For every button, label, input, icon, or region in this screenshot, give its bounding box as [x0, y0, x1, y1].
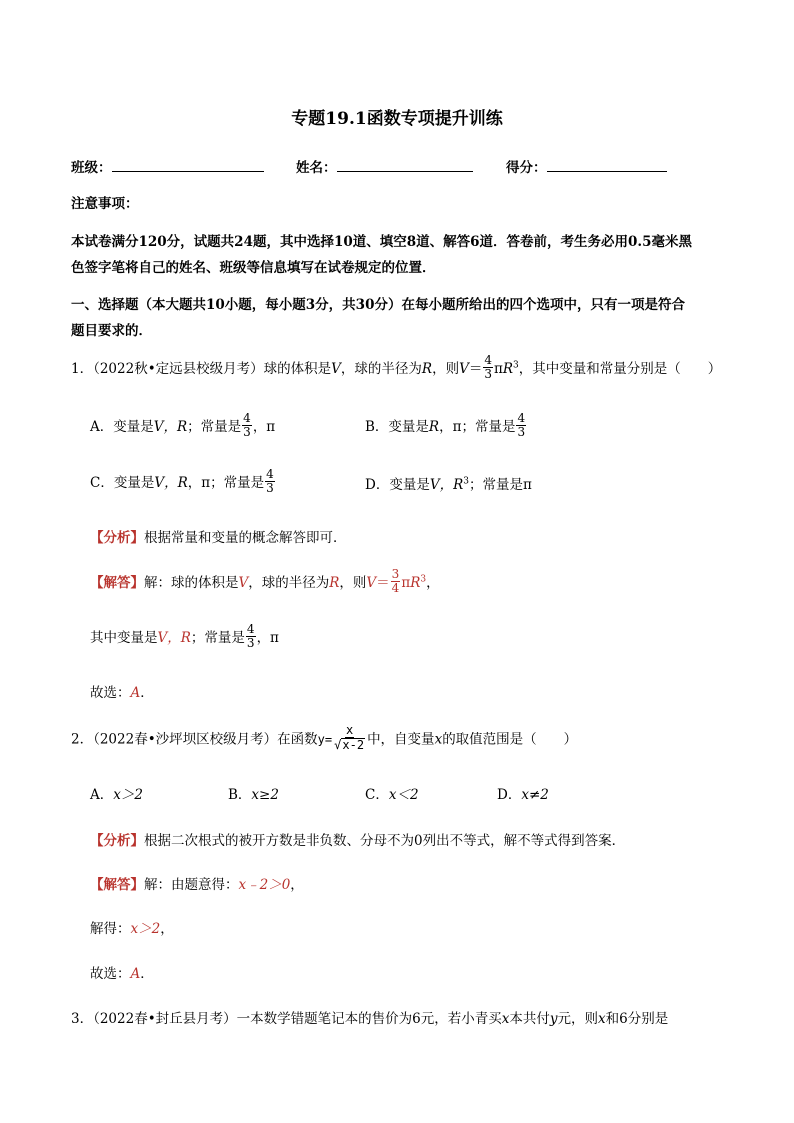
q1-optc-pre: C．变量是: [90, 475, 155, 491]
q2-stem: [71, 723, 578, 754]
q1-frac-den: 3: [484, 367, 492, 381]
q1-optc-mid: ，π；常量是: [187, 475, 265, 491]
q1-optd-post: ；常量是π: [468, 477, 532, 493]
notice-line2: 色签字笔将自己的姓名、班级等信息填写在试卷规定的位置．: [71, 260, 436, 276]
q1-opta-vars: V，R: [153, 419, 188, 435]
q1-answer-num: 3: [391, 567, 400, 581]
section-heading-line2: 题目要求的．: [71, 323, 152, 339]
q1-answer-a: 解：球的体积是: [144, 575, 239, 591]
q1-optc-den: 3: [266, 481, 274, 495]
notice-line1: 本试卷满分120分，试题共24题，其中选择10道、填空8道、解答6道．答卷前，考生务必用0.5毫米黑: [71, 234, 693, 250]
q1-answer-pi: π: [401, 575, 411, 591]
q2-solve: [90, 917, 174, 937]
q1-choose: [90, 681, 154, 701]
q3-var-y: y: [549, 1011, 558, 1027]
q2-frac-num: x: [345, 723, 354, 737]
q1-analysis: [90, 526, 347, 546]
q1-line2-num: 4: [246, 622, 255, 636]
sqrt-sign-icon: √: [334, 738, 342, 752]
q1-var-r2: R: [502, 361, 514, 377]
q3-stem-d: 和6分别是: [605, 1011, 669, 1027]
q1-analysis-tag: 【分析】: [90, 530, 144, 546]
q2-option-a[interactable]: [90, 783, 143, 803]
q1-opta-den: 3: [243, 425, 251, 439]
name-label: 姓名：: [296, 160, 337, 176]
q1-var-v2: V: [459, 361, 469, 377]
q3-stem-c: 元，则: [557, 1011, 599, 1027]
q1-optd-pre: D．变量是: [365, 477, 430, 493]
q2-option-c[interactable]: [365, 783, 419, 803]
q2-opta-text: x＞2: [113, 787, 143, 803]
q1-answer-den: 4: [391, 581, 400, 595]
score-label: 得分：: [506, 160, 547, 176]
score-blank[interactable]: [547, 157, 667, 172]
q1-answer-c: ，则: [339, 575, 367, 591]
class-blank[interactable]: [112, 157, 264, 172]
q1-optd-vars: V，R: [429, 477, 464, 493]
q1-optb-num: 4: [517, 411, 526, 425]
q3-stem-b: 本共付: [509, 1011, 550, 1027]
q1-answer-frac: [391, 568, 401, 595]
q1-opta-pre: A．变量是: [90, 419, 154, 435]
q2-optc-pre: C．: [365, 787, 389, 803]
q1-answer-r: R: [329, 575, 340, 591]
q2-var-x: x: [434, 731, 443, 748]
q1-answer-sup: 3: [420, 574, 427, 585]
q2-stem-a: 2．（2022春•沙坪坝区校级月考）在函数: [71, 731, 318, 748]
q2-var-y: y: [317, 732, 325, 747]
q1-stem-a: 1．（2022秋•定远县校级月考）球的体积是: [71, 361, 332, 377]
q1-answer-b: ，球的半径为: [248, 575, 330, 591]
q1-choose-end: ．: [140, 685, 154, 701]
q2-answer: [90, 873, 304, 893]
q1-choose-pre: 故选：: [90, 685, 131, 701]
q1-option-d[interactable]: [365, 473, 532, 493]
q2-solve-end: ，: [160, 921, 174, 937]
q2-choose-end: ．: [140, 966, 154, 982]
q1-optd-sup: 3: [463, 476, 469, 487]
class-label: 班级：: [71, 160, 112, 176]
q2-stem-b: 中，自变量: [367, 731, 435, 748]
q2-choose: [90, 962, 154, 982]
q1-option-a[interactable]: [90, 411, 276, 441]
q1-fraction: [483, 354, 493, 381]
q1-stem: [71, 353, 722, 383]
q1-var-v: V: [331, 361, 341, 377]
q2-optc-text: x＜2: [388, 787, 419, 803]
q1-answer-line2: [90, 622, 279, 652]
notice-heading: 注意事项：: [71, 196, 139, 212]
q1-stem-b: ，球的半径为: [340, 361, 422, 377]
q2-optd-pre: D．: [497, 787, 522, 803]
q2-choose-letter: A: [130, 966, 141, 982]
q2-answer-tag: 【解答】: [90, 877, 144, 893]
q1-pi: π: [493, 361, 503, 377]
q1-optb-mid: ，π；常量是: [439, 419, 516, 435]
q2-solve-pre: 解得：: [90, 921, 131, 937]
score-field: [506, 156, 667, 176]
q1-answer-eq: ＝: [376, 575, 390, 591]
q2-sqrt: [333, 738, 366, 752]
page-title: 专题19.1函数专项提升训练: [291, 109, 503, 129]
q1-optc-num: 4: [266, 467, 274, 481]
q1-answer-v2: V: [366, 575, 377, 591]
q2-solve-text: x＞2: [130, 921, 161, 937]
q1-line2-post: ，π: [256, 630, 279, 646]
q2-analysis-tag: 【分析】: [90, 833, 144, 849]
q1-answer-v: V: [238, 575, 249, 591]
q2-choose-pre: 故选：: [90, 966, 131, 982]
q2-optb-pre: B．: [228, 787, 252, 803]
q1-choose-letter: A: [130, 685, 141, 701]
q2-answer-end: ，: [290, 877, 304, 893]
q2-opta-pre: A．: [90, 787, 114, 803]
q1-optb-den: 3: [517, 425, 526, 439]
q2-answer-a: 解：由题意得：: [144, 877, 239, 893]
q1-option-b[interactable]: [365, 411, 527, 441]
q1-line2-den: 3: [246, 636, 255, 650]
name-field: [296, 156, 473, 176]
q2-eq: =: [324, 732, 333, 747]
q1-opta-mid: ；常量是: [187, 419, 242, 435]
q1-var-r: R: [421, 361, 433, 377]
q3-stem: [71, 1007, 668, 1027]
class-field: [71, 156, 264, 176]
q2-stem-c: 的取值范围是（ ）: [442, 731, 578, 748]
q1-answer: [90, 567, 440, 597]
section-heading-line1: 一、选择题（本大题共10小题，每小题3分，共30分）在每小题所给出的四个选项中，只有一项是符合: [71, 297, 685, 313]
q1-stem-c: ，则: [432, 361, 460, 377]
q1-opta-num: 4: [243, 411, 251, 425]
name-blank[interactable]: [337, 157, 473, 172]
q1-answer-end: ，: [426, 575, 440, 591]
q2-option-b[interactable]: [228, 783, 279, 803]
q1-option-c[interactable]: [90, 467, 276, 497]
q2-radicand: x-2: [342, 738, 365, 752]
q1-analysis-text: 根据常量和变量的概念解答即可．: [144, 530, 347, 546]
q1-optc-frac: [265, 468, 275, 495]
q1-opta-post: ，π: [252, 419, 276, 435]
q1-frac-num: 4: [484, 353, 492, 367]
q3-stem-a: 3．（2022春•封丘县月考）一本数学错题笔记本的售价为6元，若小青买: [71, 1011, 502, 1027]
q1-optc-vars: V，R: [154, 475, 188, 491]
q3-var-x2: x: [598, 1011, 606, 1027]
q1-line2-pre: 其中变量是: [90, 630, 158, 646]
q1-optb-frac: [516, 412, 526, 439]
q1-line2-vars: V，R: [157, 630, 191, 646]
q2-analysis: [90, 829, 625, 849]
q2-option-d[interactable]: [497, 783, 549, 803]
q2-optb-text: x≥2: [251, 787, 279, 803]
q1-stem-d: ，其中变量和常量分别是（ ）: [518, 361, 722, 377]
q2-analysis-text: 根据二次根式的被开方数是非负数、分母不为0列出不等式，解不等式得到答案．: [144, 833, 626, 849]
q1-optb-vars: R: [428, 419, 440, 435]
q1-eq: ＝: [468, 361, 483, 377]
q2-optd-text: x≠2: [521, 787, 549, 803]
q3-var-x: x: [501, 1011, 510, 1027]
q2-fraction: [333, 724, 366, 752]
q1-answer-r2: R: [410, 575, 421, 591]
q1-opta-frac: [242, 412, 252, 439]
q1-line2-frac: [246, 623, 256, 650]
q1-optb-pre: B．变量是: [365, 419, 429, 435]
q1-line2-mid: ；常量是: [190, 630, 245, 646]
q1-sup: 3: [513, 360, 519, 371]
q1-answer-tag: 【解答】: [90, 575, 144, 591]
q2-answer-expr: x﹣2＞0: [238, 877, 291, 893]
